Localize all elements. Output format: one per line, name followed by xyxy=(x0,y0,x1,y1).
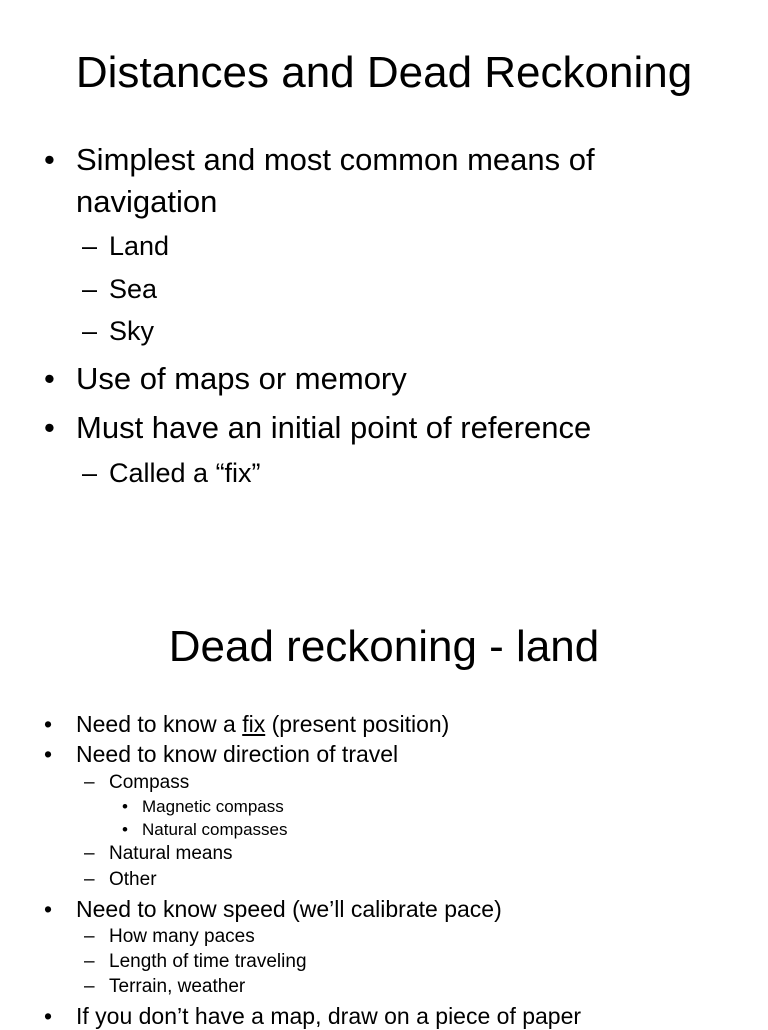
sub-bullet-text: Natural means xyxy=(109,843,233,864)
sub-sub-bullet-text: Natural compasses xyxy=(142,820,288,839)
bullet-text: Must have an initial point of reference xyxy=(76,410,592,445)
bullet-marker: • xyxy=(44,741,53,767)
bullet-marker: • xyxy=(44,896,53,922)
sub-sub-bullet-marker: • xyxy=(122,820,128,839)
sub-bullet-text: Called a “fix” xyxy=(109,458,261,488)
dash-marker: – xyxy=(84,843,95,864)
sub-bullet-text: Land xyxy=(109,231,170,261)
dash-marker: – xyxy=(84,976,95,997)
slide-dead-reckoning-land xyxy=(0,600,768,1029)
bullet-text: Simplest and most common means of xyxy=(76,142,595,177)
bullet-marker: • xyxy=(44,1003,53,1029)
dash-marker: – xyxy=(84,951,95,972)
sub-bullet-text: Sky xyxy=(109,316,155,346)
bullet-text-prefix: Need to know a xyxy=(76,711,243,737)
sub-bullet-text: Length of time traveling xyxy=(109,951,307,972)
bullet-text xyxy=(76,710,449,738)
dash-marker: – xyxy=(82,458,98,488)
dash-marker: – xyxy=(84,926,95,947)
sub-bullet-text: Other xyxy=(109,869,157,890)
bullet-text: Need to know direction of travel xyxy=(76,741,399,767)
slide-title: Dead reckoning - land xyxy=(168,622,600,671)
sub-bullet-text: Sea xyxy=(109,274,158,304)
fix-underlined-term: fix xyxy=(242,711,266,737)
dash-marker: – xyxy=(82,231,98,261)
slide-title: Distances and Dead Reckoning xyxy=(75,48,693,97)
bullet-text: If you don’t have a map, draw on a piece of paper xyxy=(76,1003,582,1029)
bullet-text: Need to know speed (we’ll calibrate pace) xyxy=(76,896,502,922)
bullet-marker: • xyxy=(44,361,55,396)
dash-marker: – xyxy=(84,869,95,890)
bullet-text: Use of maps or memory xyxy=(76,361,407,396)
sub-bullet-text: Terrain, weather xyxy=(109,976,246,997)
dash-marker: – xyxy=(82,316,98,346)
dash-marker: – xyxy=(82,274,98,304)
bullet-marker: • xyxy=(44,711,53,737)
sub-sub-bullet-marker: • xyxy=(122,797,128,816)
bullet-text-suffix: (present position) xyxy=(265,711,450,737)
bullet-marker: • xyxy=(44,142,55,177)
bullet-text-continued: navigation xyxy=(76,184,218,219)
dash-marker: – xyxy=(84,772,95,793)
sub-bullet-text: Compass xyxy=(109,772,190,793)
sub-bullet-text: How many paces xyxy=(109,926,255,947)
bullet-marker: • xyxy=(44,410,55,445)
sub-sub-bullet-text: Magnetic compass xyxy=(142,797,284,816)
